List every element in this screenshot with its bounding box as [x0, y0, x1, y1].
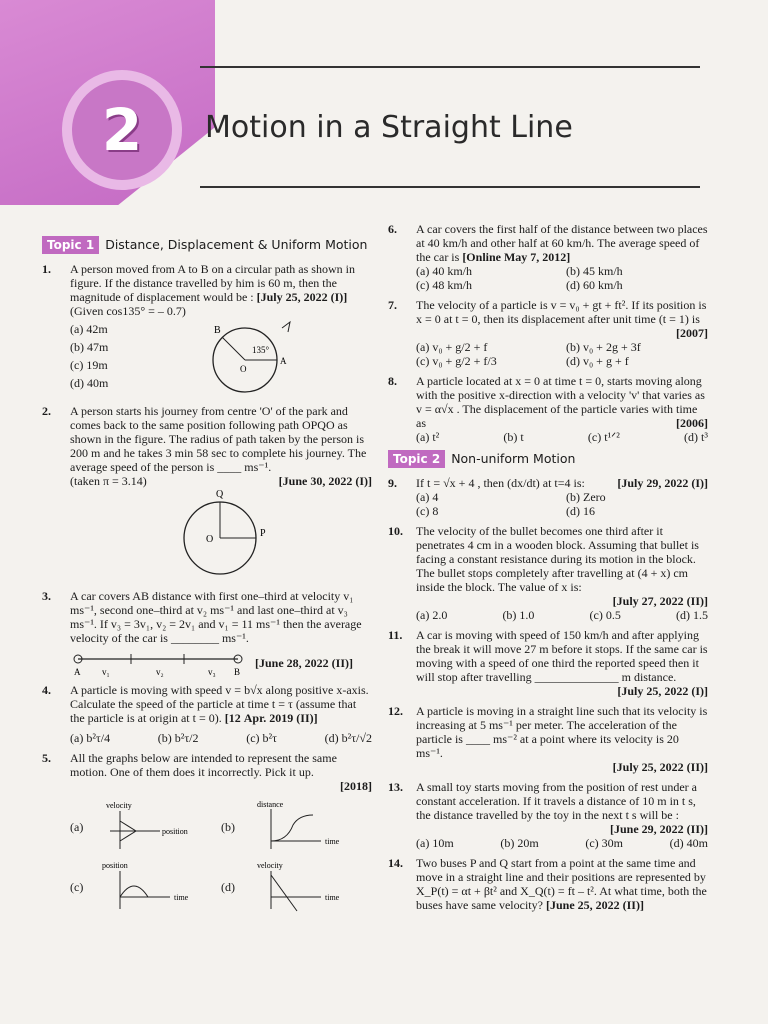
- question-text: A particle is moving in a straight line such that its velocity is increasing at 5 ms⁻¹ per meter. The acceleration of the particle is ____ ms⁻² at a point where its velocity is 20 ms⁻¹.: [416, 704, 708, 760]
- circle-path-figure: [200, 318, 310, 398]
- question-source: [July 27, 2022 (II)]: [612, 594, 708, 608]
- option: (d) v₀ + g + f: [566, 354, 629, 368]
- question-number: 2.: [42, 404, 51, 418]
- question-5: [42, 751, 372, 793]
- question-number: 7.: [388, 298, 397, 312]
- svg-text:position: position: [102, 861, 128, 870]
- topic-title: Non-uniform Motion: [451, 451, 576, 466]
- question-number: 5.: [42, 751, 51, 765]
- option: (c) 0.5: [589, 608, 621, 622]
- topic-heading: [42, 236, 372, 254]
- option: (b) 47m: [70, 340, 109, 354]
- question-text: A car covers the first half of the distance between two places at 40 km/h and other half at 60 km/h. The average speed of the car is: [416, 222, 708, 264]
- question-number: 8.: [388, 374, 397, 388]
- option: (d) t³: [684, 430, 708, 444]
- question-source: [12 Apr. 2019 (II)]: [224, 711, 318, 725]
- option: (c) v₀ + g/2 + f/3: [416, 354, 497, 368]
- question-source: [2006]: [676, 416, 708, 430]
- option: (c) 30m: [585, 836, 623, 850]
- question-3: [42, 589, 372, 677]
- chapter-number-badge: [62, 70, 182, 190]
- option: (d) b²τ/√2: [324, 731, 372, 745]
- question-number: 13.: [388, 780, 403, 794]
- graph-options: [70, 799, 372, 915]
- svg-text:velocity: velocity: [257, 861, 283, 870]
- fig-label: B: [214, 325, 221, 336]
- question-note: (Given cos135° = – 0.7): [70, 304, 186, 318]
- fig-label: v₁: [102, 667, 110, 677]
- topic-badge: Topic 1: [42, 236, 99, 254]
- question-number: 6.: [388, 222, 397, 236]
- question-source: [2018]: [340, 779, 372, 793]
- question-source: [June 30, 2022 (I)]: [278, 474, 372, 488]
- question-14: [388, 856, 708, 912]
- graph-d: (d) velocity time: [221, 859, 372, 915]
- question-13: [388, 780, 708, 850]
- option: (d) 1.5: [675, 608, 708, 622]
- fig-label: O: [240, 364, 247, 374]
- option: (a) 10m: [416, 836, 454, 850]
- question-text: A person starts his journey from centre 'O' of the park and comes back to the same position following path OPQO as shown in the figure. The radius of path taken by the person is 200 m and he takes 3 min 58 sec to complete his journey. The average speed of the person is ____ ms⁻¹.: [70, 404, 367, 474]
- question-text: A small toy starts moving from the position of rest under a constant acceleration. If it travels a distance of 10 m in t s, the distance travelled by the toy in the next t s will be :: [416, 780, 697, 822]
- question-2: [42, 404, 372, 583]
- svg-text:time: time: [325, 893, 340, 902]
- option: (b) 20m: [500, 836, 539, 850]
- fig-label: v₃: [208, 667, 216, 677]
- question-text: A car is moving with speed of 150 km/h and after applying the break it will move 27 m before it stops. If the same car is moving with a speed of one third the reported speed then it will stop after travelling ______________ m distance.: [416, 628, 708, 684]
- graph-a: (a) velocity position: [70, 799, 221, 855]
- option: (a) 40 km/h: [416, 264, 472, 278]
- option: (b) 45 km/h: [566, 264, 623, 278]
- option: (b) v₀ + 2g + 3f: [566, 340, 641, 354]
- question-text: A person moved from A to B on a circular path as shown in figure. If the distance travelled by him is 60 m, then the magnitude of displacement would be :: [70, 262, 355, 304]
- question-number: 11.: [388, 628, 403, 642]
- svg-text:position: position: [162, 827, 188, 836]
- fig-label: v₂: [156, 667, 164, 677]
- chapter-header: [0, 0, 768, 205]
- question-12: [388, 704, 708, 774]
- option: (b) Zero: [566, 490, 606, 504]
- option: (a) t²: [416, 430, 440, 444]
- option: (c) 8: [416, 504, 439, 518]
- question-number: 4.: [42, 683, 51, 697]
- question-8: [388, 374, 708, 444]
- option: (a) 2.0: [416, 608, 448, 622]
- question-number: 1.: [42, 262, 51, 276]
- question-note: (taken π = 3.14): [70, 474, 147, 488]
- option: (b) b²τ/2: [157, 731, 199, 745]
- question-source: [June 25, 2022 (II)]: [545, 898, 644, 912]
- question-source: [June 29, 2022 (II)]: [610, 822, 708, 836]
- option: (d) 60 km/h: [566, 278, 623, 292]
- question-1: [42, 262, 372, 398]
- question-text: The velocity of the bullet becomes one third after it penetrates 4 cm in a wooden block. Assuming that bullet is facing a constant resistance during its motion in the block. The bullet stops completely after travelling at (4 + x) cm inside the block. The value of x is:: [416, 524, 699, 594]
- question-number: 14.: [388, 856, 403, 870]
- question-source: [July 25, 2022 (I)]: [617, 684, 708, 698]
- option: (a) 42m: [70, 322, 108, 336]
- svg-text:velocity: velocity: [106, 801, 132, 810]
- option: (a) b²τ/4: [70, 731, 111, 745]
- question-7: [388, 298, 708, 368]
- question-text: The velocity of a particle is v = v₀ + gt + ft². If its position is x = 0 at t = 0, then its displacement after unit time (t = 1) is: [416, 298, 707, 326]
- question-text: A particle located at x = 0 at time t = 0, starts moving along with the positive x-direction with a velocity 'v' that varies as v = α√x . The displacement of the particle varies with time as: [416, 374, 705, 430]
- fig-label: P: [260, 528, 266, 539]
- question-9: [388, 476, 708, 518]
- question-number: 3.: [42, 589, 51, 603]
- option: (d) 40m: [70, 376, 109, 390]
- question-text: A particle is moving with speed v = b√x along positive x-axis. Calculate the speed of the particle at time t = τ (assume that the particle is at origin at t = 0).: [70, 683, 369, 725]
- option: (c) b²τ: [246, 731, 277, 745]
- park-path-figure: [70, 488, 370, 580]
- fig-label: Q: [216, 489, 224, 500]
- question-source: [Online May 7, 2012]: [462, 250, 571, 264]
- option: (c) t¹ᐟ²: [587, 430, 620, 444]
- option: (a) 4: [416, 490, 439, 504]
- question-number: 9.: [388, 476, 397, 490]
- option: (c) 19m: [70, 358, 108, 372]
- chapter-title: Motion in a Straight Line: [205, 110, 573, 145]
- header-rule-top: [200, 66, 700, 68]
- segment-figure: [70, 649, 245, 677]
- question-text: If t = √x + 4 , then (dx/dt) at t=4 is:: [416, 476, 585, 490]
- graph-c: (c) position time: [70, 861, 189, 902]
- question-number: 10.: [388, 524, 403, 538]
- question-source: [July 25, 2022 (II)]: [612, 760, 708, 774]
- question-text: Two buses P and Q start from a point at the same time and move in a straight line and their positions are represented by X_P(t) = αt + βt² and X_Q(t) = ft – t². At what time, both the buses have same velocity?: [416, 856, 707, 912]
- question-source: [July 29, 2022 (I)]: [617, 476, 708, 490]
- question-text: A car covers AB distance with first one–third at velocity v₁ ms⁻¹, second one–third at v₂ ms⁻¹ and last one–third at v₃ ms⁻¹. If v₃ = 3v₁, v₂ = 2v₁ and v₁ = 11 ms⁻¹ then the average velocity of the car is ________ ms⁻¹.: [70, 589, 362, 645]
- right-column: [388, 222, 708, 918]
- question-text: All the graphs below are intended to represent the same motion. One of them does it incorrectly. Pick it up.: [70, 751, 337, 779]
- question-11: [388, 628, 708, 698]
- graph-b: (b) distance time: [221, 800, 340, 846]
- fig-label: 135°: [252, 345, 270, 355]
- question-source: [June 28, 2022 (II)]: [255, 656, 353, 670]
- option: (d) 16: [566, 504, 595, 518]
- fig-label: A: [74, 667, 81, 677]
- left-column: [42, 232, 372, 915]
- fig-label: B: [234, 667, 241, 677]
- option: (b) 1.0: [502, 608, 535, 622]
- chapter-number: 2: [101, 96, 143, 164]
- fig-label: A: [280, 356, 287, 366]
- option: (a) v₀ + g/2 + f: [416, 340, 488, 354]
- question-number: 12.: [388, 704, 403, 718]
- question-10: [388, 524, 708, 622]
- topic-heading: [388, 450, 708, 468]
- svg-text:distance: distance: [257, 800, 284, 809]
- option: (b) t: [503, 430, 524, 444]
- question-6: [388, 222, 708, 292]
- svg-text:time: time: [325, 837, 340, 846]
- fig-label: O: [206, 534, 214, 545]
- question-4: [42, 683, 372, 745]
- svg-text:time: time: [174, 893, 189, 902]
- topic-title: Distance, Displacement & Uniform Motion: [105, 237, 368, 252]
- option: (d) 40m: [669, 836, 708, 850]
- question-source: [2007]: [676, 326, 708, 340]
- question-source: [July 25, 2022 (I)]: [256, 290, 348, 304]
- header-rule-bottom: [200, 186, 700, 188]
- option: (c) 48 km/h: [416, 278, 472, 292]
- topic-badge: Topic 2: [388, 450, 445, 468]
